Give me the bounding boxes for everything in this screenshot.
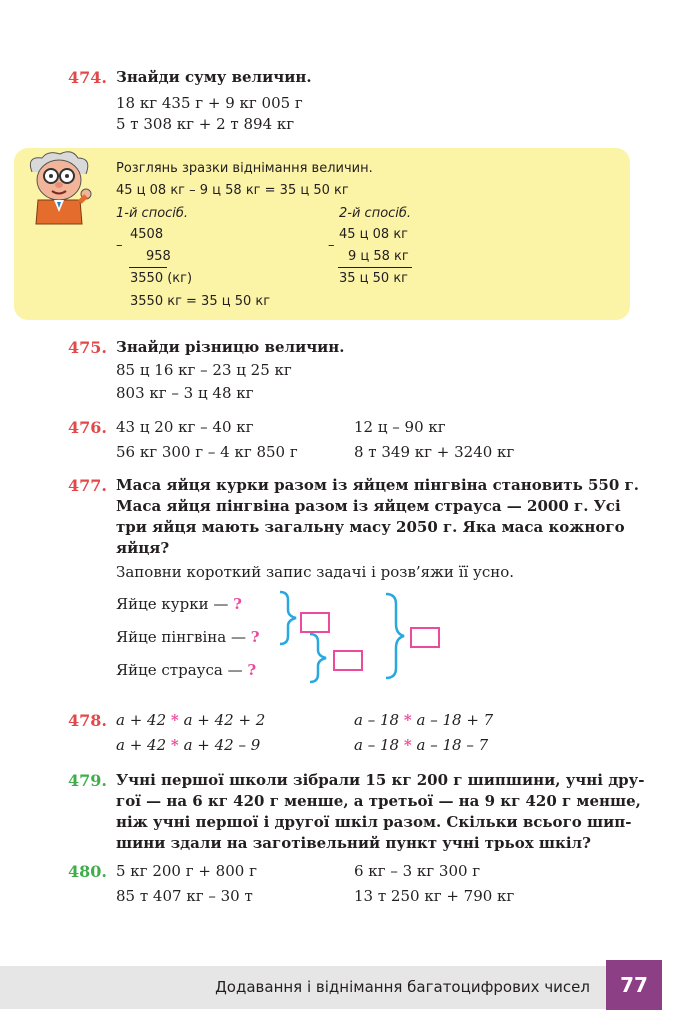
problem-475-title: Знайди різницю величин. (116, 338, 345, 356)
brace-all (386, 594, 404, 678)
method-2-label: 2-й спосіб. (339, 206, 412, 221)
method-2-result: 35 ц 50 кг (339, 271, 409, 286)
method-1-subtrahend: 958 (146, 249, 171, 264)
egg-penguin-question: ? (250, 628, 260, 646)
problem-480-right-2: 13 т 250 кг + 790 кг (354, 887, 515, 905)
problem-474-number: 474. (68, 68, 107, 87)
problem-478-left-2: a + 42 * a + 42 – 9 (116, 736, 261, 754)
problem-479-text-2: гої — на 6 кг 420 г менше, а третьої — на 9 кг 420 г менше, (116, 792, 641, 810)
problem-477-number: 477. (68, 476, 107, 495)
answer-box-penguin-ostrich[interactable] (333, 650, 363, 671)
problem-479-text-1: Учні першої школи зібрали 15 кг 200 г шипшини, учні дру- (116, 771, 645, 789)
problem-478-right-1: a – 18 * a – 18 + 7 (354, 711, 494, 729)
method-2-minus-sign: – (328, 238, 335, 253)
problem-477-task: Заповни короткий запис задачі і розв’яжи її усно. (116, 563, 515, 581)
problem-475-line-1: 85 ц 16 кг – 23 ц 25 кг (116, 361, 292, 379)
problem-479-number: 479. (68, 771, 107, 790)
problem-474-title: Знайди суму величин. (116, 68, 312, 86)
answer-box-total[interactable] (410, 627, 440, 648)
problem-478-number: 478. (68, 711, 107, 730)
method-1-final: 3550 кг = 35 ц 50 кг (130, 294, 271, 309)
egg-chicken-label: Яйце курки — ? (116, 595, 242, 613)
problem-476-right-2: 8 т 349 кг + 3240 кг (354, 443, 515, 461)
method-1-rule (129, 267, 167, 268)
method-1-minus-sign: – (116, 238, 123, 253)
method-2-subtrahend: 9 ц 58 кг (348, 249, 409, 264)
problem-477-text-1: Маса яйця курки разом із яйцем пінгвіна становить 550 г. (116, 476, 639, 494)
problem-477-text-2: Маса яйця пінгвіна разом із яйцем страуса — 2000 г. Усі (116, 497, 621, 515)
braces-diagram (270, 588, 430, 688)
problem-480-left-2: 85 т 407 кг – 30 т (116, 887, 253, 905)
problem-478-left-1: a + 42 * a + 42 + 2 (116, 711, 266, 729)
professor-illustration (22, 150, 98, 228)
problem-478-right-2: a – 18 * a – 18 – 7 (354, 736, 489, 754)
egg-penguin-label: Яйце пінгвіна — ? (116, 628, 260, 646)
problem-479-text-4: шини здали на заготівельний пункт учні трьох шкіл? (116, 834, 591, 852)
answer-box-chicken-penguin[interactable] (300, 612, 330, 633)
method-2-minuend: 45 ц 08 кг (339, 227, 409, 242)
method-1-minuend: 4508 (130, 227, 164, 242)
problem-480-right-1: 6 кг – 3 кг 300 г (354, 862, 481, 880)
brace-chicken-penguin (280, 592, 296, 644)
page-number: 77 (606, 960, 662, 1010)
problem-476-left-1: 43 ц 20 кг – 40 кг (116, 418, 254, 436)
egg-chicken-question: ? (233, 595, 242, 613)
problem-474-line-1: 18 кг 435 г + 9 кг 005 г (116, 94, 303, 112)
problem-474-line-2: 5 т 308 кг + 2 т 894 кг (116, 115, 295, 133)
footer-bar (0, 966, 606, 1009)
egg-ostrich-question: ? (247, 661, 257, 679)
problem-480-number: 480. (68, 862, 107, 881)
problem-475-line-2: 803 кг – 3 ц 48 кг (116, 384, 254, 402)
example-expression: 45 ц 08 кг – 9 ц 58 кг = 35 ц 50 кг (116, 183, 349, 198)
method-1-label: 1-й спосіб. (116, 206, 189, 221)
problem-480-left-1: 5 кг 200 г + 800 г (116, 862, 257, 880)
problem-477-text-3: три яйця мають загальну масу 2050 г. Яка маса кожного (116, 518, 625, 536)
example-title: Розглянь зразки віднімання величин. (116, 161, 373, 176)
method-2-rule (338, 267, 412, 268)
problem-476-number: 476. (68, 418, 107, 437)
egg-ostrich-label: Яйце страуса — ? (116, 661, 257, 679)
footer-section-title: Додавання і віднімання багатоцифрових чисел (215, 978, 590, 996)
method-1-result: 3550 (кг) (130, 271, 193, 286)
problem-476-right-1: 12 ц – 90 кг (354, 418, 446, 436)
problem-475-number: 475. (68, 338, 107, 357)
problem-476-left-2: 56 кг 300 г – 4 кг 850 г (116, 443, 298, 461)
problem-479-text-3: ніж учні першої і другої шкіл разом. Скільки всього шип- (116, 813, 632, 831)
problem-477-text-4: яйця? (116, 539, 170, 557)
brace-penguin-ostrich (310, 634, 326, 682)
